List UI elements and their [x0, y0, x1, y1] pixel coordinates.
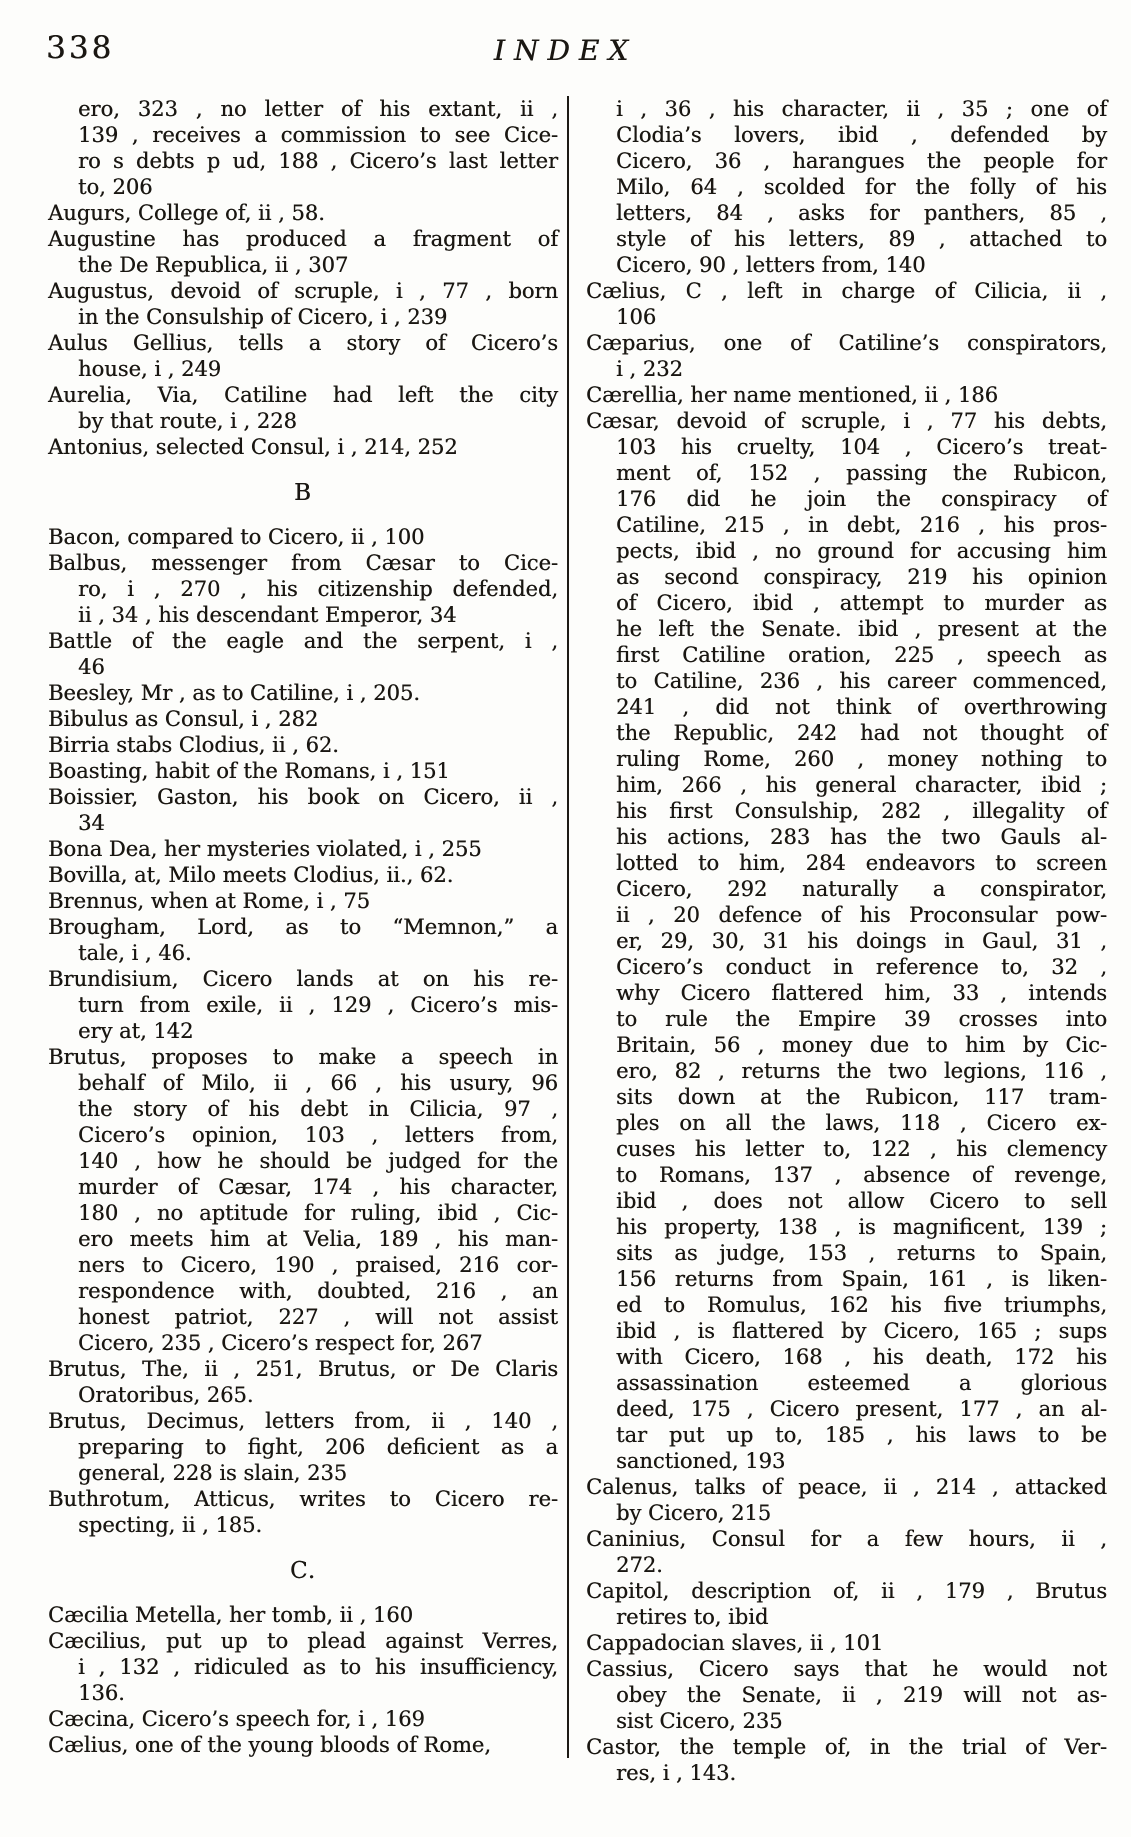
- index-line: 272.: [616, 1553, 663, 1577]
- index-line: style of his letters, 89 , attached to: [616, 227, 1107, 251]
- index-line: Boasting, habit of the Romans, i , 151: [48, 759, 450, 783]
- section-heading: C.: [289, 1558, 317, 1584]
- index-line: as second conspiracy, 219 his opinion: [616, 565, 1107, 589]
- index-line: ibid , is flattered by Cicero, 165 ; sups: [616, 1319, 1107, 1343]
- index-line: i , 132 , ridiculed as to his insufficiency,: [78, 1655, 558, 1679]
- index-line: general, 228 is slain, 235: [78, 1461, 348, 1485]
- index-line: i , 232: [616, 357, 683, 381]
- index-entry: [586, 1656, 1107, 1734]
- index-line: Brennus, when at Rome, i , 75: [48, 889, 370, 913]
- index-line: Cicero, 90 , letters from, 140: [616, 253, 926, 277]
- index-line: sist Cicero, 235: [616, 1709, 783, 1733]
- index-line: behalf of Milo, ii , 66 , his usury, 96: [78, 1071, 558, 1095]
- index-entry: [48, 966, 558, 1044]
- index-entry: [586, 1526, 1107, 1578]
- index-entry-continuation: [586, 96, 1107, 278]
- index-line: 136.: [78, 1681, 125, 1705]
- index-entry: [48, 862, 558, 888]
- index-line: 241 , did not think of overthrowing: [616, 695, 1107, 719]
- index-entry: [48, 706, 558, 732]
- index-line: first Catiline oration, 225 , speech as: [616, 643, 1107, 667]
- index-line: Castor, the temple of, in the trial of Ver-: [586, 1735, 1107, 1759]
- index-line: Balbus, messenger from Cæsar to Cice-: [48, 551, 558, 575]
- section-heading: B: [294, 480, 312, 506]
- index-line: deed, 175 , Cicero present, 177 , an al-: [616, 1397, 1107, 1421]
- index-line: ment of, 152 , passing the Rubicon,: [616, 461, 1107, 485]
- index-entry-continuation: [48, 96, 558, 200]
- index-line: honest patriot, 227 , will not assist: [78, 1305, 558, 1329]
- index-line: Brutus, The, ii , 251, Brutus, or De Claris: [48, 1357, 558, 1381]
- index-line: Cæcina, Cicero’s speech for, i , 169: [48, 1707, 425, 1731]
- index-entry: [48, 836, 558, 862]
- index-entry: [48, 200, 558, 226]
- index-line: Cassius, Cicero says that he would not: [586, 1657, 1107, 1681]
- index-column-left: [48, 96, 558, 1758]
- index-line: letters, 84 , asks for panthers, 85 ,: [616, 201, 1107, 225]
- index-entry: [48, 680, 558, 706]
- index-line: ro, i , 270 , his citizenship defended,: [78, 577, 558, 601]
- index-line: ples on all the laws, 118 , Cicero ex-: [616, 1111, 1107, 1135]
- index-entry: [48, 434, 558, 460]
- index-line: lotted to him, 284 endeavors to screen: [616, 851, 1107, 875]
- index-line: the De Republica, ii , 307: [78, 253, 349, 277]
- index-line: assassination esteemed a glorious: [616, 1371, 1107, 1395]
- index-line: 103 his cruelty, 104 , Cicero’s treat-: [616, 435, 1107, 459]
- running-head: INDEX: [493, 34, 638, 67]
- index-line: 34: [78, 811, 105, 835]
- index-line: retires to, ibid: [616, 1605, 769, 1629]
- index-entry: [48, 1044, 558, 1356]
- index-line: 176 did he join the conspiracy of: [616, 487, 1107, 511]
- index-entry: [48, 1706, 558, 1732]
- index-entry: [48, 758, 558, 784]
- column-divider-rule: [567, 96, 569, 1758]
- index-entry: [48, 1732, 558, 1758]
- index-line: Milo, 64 , scolded for the folly of his: [616, 175, 1107, 199]
- index-entry: [48, 1408, 558, 1486]
- index-line: res, i , 143.: [616, 1761, 737, 1785]
- index-line: Beesley, Mr , as to Catiline, i , 205.: [48, 681, 420, 705]
- index-line: Cicero, 36 , harangues the people for: [616, 149, 1107, 173]
- index-entry: [48, 278, 558, 330]
- index-line: Bona Dea, her mysteries violated, i , 255: [48, 837, 482, 861]
- index-line: pects, ibid , no ground for accusing him: [616, 539, 1107, 563]
- index-line: sits as judge, 153 , returns to Spain,: [616, 1241, 1107, 1265]
- index-line: cuses his letter to, 122 , his clemency: [616, 1137, 1107, 1161]
- index-line: ibid , does not allow Cicero to sell: [616, 1189, 1107, 1213]
- index-line: ruling Rome, 260 , money nothing to: [616, 747, 1107, 771]
- index-line: Clodia’s lovers, ibid , defended by: [616, 123, 1107, 147]
- index-line: 46: [78, 655, 105, 679]
- index-line: with Cicero, 168 , his death, 172 his: [616, 1345, 1107, 1369]
- index-line: Bibulus as Consul, i , 282: [48, 707, 319, 731]
- index-entry: [48, 628, 558, 680]
- index-line: by that route, i , 228: [78, 409, 297, 433]
- index-line: preparing to fight, 206 deficient as a: [78, 1435, 558, 1459]
- index-line: Cappadocian slaves, ii , 101: [586, 1631, 884, 1655]
- index-entry: [586, 1734, 1107, 1786]
- index-line: ro s debts p ud, 188 , Cicero’s last letter: [78, 149, 558, 173]
- index-line: Cæparius, one of Catiline’s conspirators,: [586, 331, 1107, 355]
- index-line: Cæcilius, put up to plead against Verres,: [48, 1629, 558, 1653]
- index-line: Britain, 56 , money due to him by Cic-: [616, 1033, 1107, 1057]
- index-line: turn from exile, ii , 129 , Cicero’s mis-: [78, 993, 558, 1017]
- index-entry: [586, 330, 1107, 382]
- index-line: Bovilla, at, Milo meets Clodius, ii., 62.: [48, 863, 454, 887]
- index-line: ii , 34 , his descendant Emperor, 34: [78, 603, 457, 627]
- index-line: Oratoribus, 265.: [78, 1383, 254, 1407]
- index-entry: [48, 550, 558, 628]
- index-line: ners to Cicero, 190 , praised, 216 cor-: [78, 1253, 558, 1277]
- index-line: Catiline, 215 , in debt, 216 , his pros-: [616, 513, 1107, 537]
- index-line: 180 , no aptitude for ruling, ibid , Cic-: [78, 1201, 558, 1225]
- index-line: why Cicero flattered him, 33 , intends: [616, 981, 1107, 1005]
- index-entry: [48, 1356, 558, 1408]
- index-line: Augustus, devoid of scruple, i , 77 , born: [48, 279, 558, 303]
- index-entry: [586, 278, 1107, 330]
- index-entry: [586, 1474, 1107, 1526]
- index-line: sits down at the Rubicon, 117 tram-: [616, 1085, 1107, 1109]
- index-line: i , 36 , his character, ii , 35 ; one of: [616, 97, 1107, 121]
- index-entry: [586, 1630, 1107, 1656]
- index-line: Cicero’s opinion, 103 , letters from,: [78, 1123, 558, 1147]
- index-line: to rule the Empire 39 crosses into: [616, 1007, 1107, 1031]
- index-line: 139 , receives a commission to see Cice-: [78, 123, 558, 147]
- index-line: Cicero’s conduct in reference to, 32 ,: [616, 955, 1107, 979]
- index-line: Cælius, one of the young bloods of Rome,: [48, 1733, 491, 1757]
- index-line: Cicero, 235 , Cicero’s respect for, 267: [78, 1331, 483, 1355]
- index-line: Cælius, C , left in charge of Cilicia, ii ,: [586, 279, 1107, 303]
- index-line: Antonius, selected Consul, i , 214, 252: [48, 435, 458, 459]
- index-line: respondence with, doubted, 216 , an: [78, 1279, 558, 1303]
- index-entry: [48, 784, 558, 836]
- index-line: house, i , 249: [78, 357, 222, 381]
- index-line: obey the Senate, ii , 219 will not as-: [616, 1683, 1107, 1707]
- index-line: ery at, 142: [78, 1019, 194, 1043]
- index-line: his first Consulship, 282 , illegality of: [616, 799, 1107, 823]
- index-line: ero, 323 , no letter of his extant, ii ,: [78, 97, 558, 121]
- index-line: in the Consulship of Cicero, i , 239: [78, 305, 448, 329]
- index-line: Cicero, 292 naturally a conspirator,: [616, 877, 1107, 901]
- index-line: Birria stabs Clodius, ii , 62.: [48, 733, 339, 757]
- index-entry: [48, 1486, 558, 1538]
- index-line: murder of Cæsar, 174 , his character,: [78, 1175, 558, 1199]
- index-line: Brutus, Decimus, letters from, ii , 140 ,: [48, 1409, 558, 1433]
- index-line: tar put up to, 185 , his laws to be: [616, 1423, 1107, 1447]
- index-entry: [48, 914, 558, 966]
- index-line: Brougham, Lord, as to “Memnon,” a: [48, 915, 558, 939]
- index-line: him, 266 , his general character, ibid ;: [616, 773, 1107, 797]
- index-line: the story of his debt in Cilicia, 97 ,: [78, 1097, 558, 1121]
- index-entry: [48, 1628, 558, 1706]
- index-line: 140 , how he should be judged for the: [78, 1149, 558, 1173]
- index-line: Capitol, description of, ii , 179 , Brutus: [586, 1579, 1107, 1603]
- index-line: Buthrotum, Atticus, writes to Cicero re-: [48, 1487, 558, 1511]
- index-line: 156 returns from Spain, 161 , is liken-: [616, 1267, 1107, 1291]
- page-number: 338: [46, 30, 115, 66]
- index-line: specting, ii , 185.: [78, 1513, 263, 1537]
- index-line: Brutus, proposes to make a speech in: [48, 1045, 558, 1069]
- index-entry: [48, 382, 558, 434]
- index-line: Calenus, talks of peace, ii , 214 , attacked: [586, 1475, 1107, 1499]
- index-line: to, 206: [78, 175, 153, 199]
- index-line: his actions, 283 has the two Gauls al-: [616, 825, 1107, 849]
- index-line: Cæsar, devoid of scruple, i , 77 his debts,: [586, 409, 1107, 433]
- index-line: Boissier, Gaston, his book on Cicero, ii ,: [48, 785, 558, 809]
- index-entry: [48, 888, 558, 914]
- index-entry: [48, 1602, 558, 1628]
- index-line: er, 29, 30, 31 his doings in Gaul, 31 ,: [616, 929, 1107, 953]
- index-line: Augustine has produced a fragment of: [48, 227, 558, 251]
- index-line: ero meets him at Velia, 189 , his man-: [78, 1227, 558, 1251]
- index-line: Aulus Gellius, tells a story of Cicero’s: [48, 331, 558, 355]
- index-line: ii , 20 defence of his Proconsular pow-: [616, 903, 1107, 927]
- index-line: ero, 82 , returns the two legions, 116 ,: [616, 1059, 1107, 1083]
- index-entry: [48, 524, 558, 550]
- index-line: Aurelia, Via, Catiline had left the city: [48, 383, 558, 407]
- index-line: Bacon, compared to Cicero, ii , 100: [48, 525, 425, 549]
- index-entry: [48, 226, 558, 278]
- index-line: of Cicero, ibid , attempt to murder as: [616, 591, 1107, 615]
- index-entry: [586, 408, 1107, 1474]
- index-line: Brundisium, Cicero lands at on his re-: [48, 967, 558, 991]
- index-line: he left the Senate. ibid , present at the: [616, 617, 1107, 641]
- index-line: Cæcilia Metella, her tomb, ii , 160: [48, 1603, 414, 1627]
- index-entry: [48, 732, 558, 758]
- index-line: to Romans, 137 , absence of revenge,: [616, 1163, 1107, 1187]
- index-line: the Republic, 242 had not thought of: [616, 721, 1107, 745]
- index-line: sanctioned, 193: [616, 1449, 786, 1473]
- index-line: to Catiline, 236 , his career commenced,: [616, 669, 1107, 693]
- index-line: Cærellia, her name mentioned, ii , 186: [586, 383, 998, 407]
- index-line: tale, i , 46.: [78, 941, 192, 965]
- index-line: by Cicero, 215: [616, 1501, 772, 1525]
- index-entry: [586, 382, 1107, 408]
- index-line: Caninius, Consul for a few hours, ii ,: [586, 1527, 1107, 1551]
- index-line: 106: [616, 305, 657, 329]
- index-line: Battle of the eagle and the serpent, i ,: [48, 629, 558, 653]
- index-entry: [586, 1578, 1107, 1630]
- index-column-right: [586, 96, 1107, 1786]
- index-line: his property, 138 , is magnificent, 139 ;: [616, 1215, 1107, 1239]
- index-line: Augurs, College of, ii , 58.: [48, 201, 325, 225]
- index-entry: [48, 330, 558, 382]
- index-line: ed to Romulus, 162 his five triumphs,: [616, 1293, 1107, 1317]
